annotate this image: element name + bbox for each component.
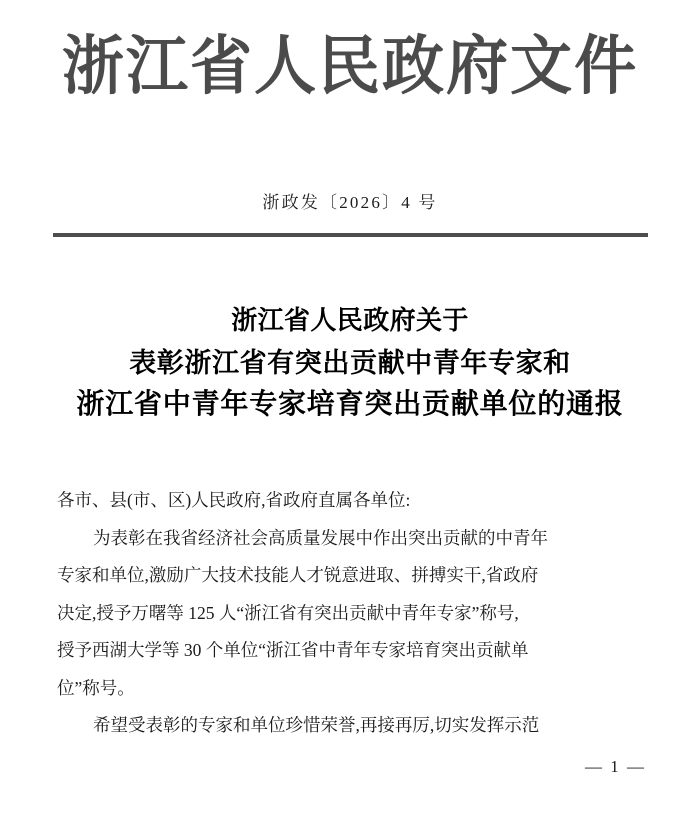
page-number: — 1 — [585,757,646,776]
document-number: 浙政发〔2026〕4 号 [262,193,438,212]
masthead-title: 浙江省人民政府文件 [61,31,639,102]
document-body [57,482,647,745]
document-title-line-2: 表彰浙江省有突出贡献中青年专家和 [129,348,571,378]
body-paragraph-1-line-2: 专家和单位,激励广大技术技能人才锐意进取、拼搏实干,省政府 [57,565,539,585]
body-salutation: 各市、县(市、区)人民政府,省政府直属各单位: [57,490,411,510]
body-paragraph-1-line-5: 位”称号。 [57,677,135,698]
document-title-block [0,300,700,426]
masthead-separator-rule [53,233,648,237]
page-footer [0,755,700,779]
document-title-line-1: 浙江省人民政府关于 [231,306,469,335]
doc-number-row [0,190,700,216]
document-title-line-3: 浙江省中青年专家培育突出贡献单位的通报 [76,389,624,420]
body-paragraph-2-line-1: 希望受表彰的专家和单位珍惜荣誉,再接再厉,切实发挥示范 [93,715,540,735]
body-paragraph-1-line-1: 为表彰在我省经济社会高质量发展中作出突出贡献的中青年 [93,527,548,548]
masthead [0,30,700,104]
body-paragraph-1-line-3: 决定,授予万曙等 125 人“浙江省有突出贡献中青年专家”称号, [57,602,519,623]
body-paragraph-1-line-4: 授予西湖大学等 30 个单位“浙江省中青年专家培育突出贡献单 [57,640,529,660]
